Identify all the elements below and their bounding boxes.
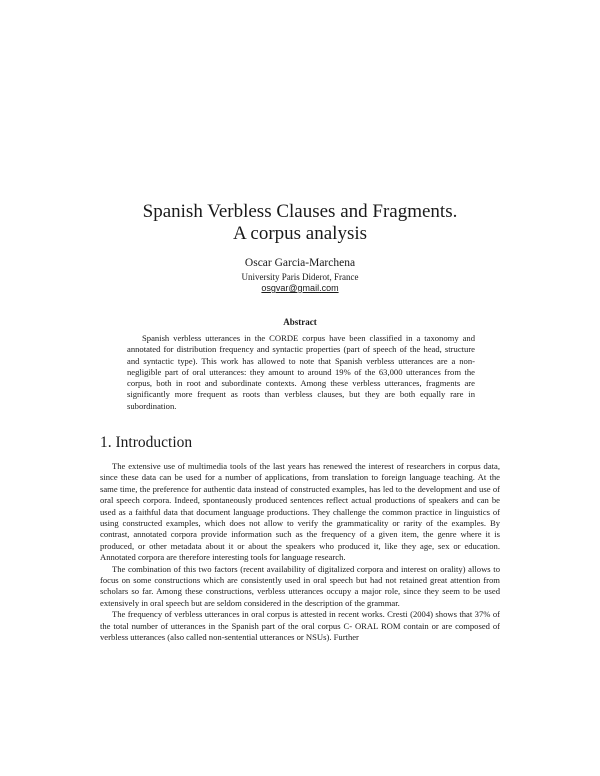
abstract-text: Spanish verbless utterances in the CORDE corpus have been classified in a taxonomy and annotated for distribution frequency and syntactic properties (part of speech of the head, structure and syntactic type). This work has allowed to note that Spanish verbless utterances are a non-negligible part of oral utterances: they amount to around 19% of the 63,000 utterances from the corpus, both in root and subordinate contexts. Among these verbless utterances, fragments are significantly more frequent as roots than verbless clauses, but they are both equally rare in subordination. [127, 333, 475, 411]
body-paragraph: The extensive use of multimedia tools of the last years has renewed the interest of researchers in corpus data, since these data can be used for a number of applications, from translation to foreign language teaching. At the same time, the preference for authentic data instead of constructed examples, has led to the development and use of oral speech corpora. Indeed, spontaneously produced sentences reflect actual productions of speakers and can be used as a faithful data that document language productions. They challenge the common practice in linguistics of using constructed examples, which does not allow to verify the grammaticality or rarity of the examples. By contrast, annotated corpora provide information such as the frequency of a given item, the genre where it is produced, or other metadata about it or about the speakers who produced it, like they age, sex or education. Annotated corpora are therefore interesting tools for language research. [100, 461, 500, 563]
body-paragraph: The frequency of verbless utterances in oral corpus is attested in recent works. Cresti (2004) shows that 37% of the total number of utterances in the Spanish part of the oral corpus C- ORAL ROM contain or are composed of verbless utterances (also called non-sentential utterances or NSUs). Further [100, 609, 500, 643]
abstract-heading: Abstract [283, 317, 317, 327]
section-body [100, 461, 500, 644]
section-heading: 1. Introduction [100, 434, 193, 451]
author-name: Oscar Garcia-Marchena [244, 257, 356, 269]
body-paragraph: The combination of this two factors (recent availability of digitalized corpora and interest on orality) allows to focus on some constructions which are consistently used in oral speech but had not retained great attention from scholars so far. Among these constructions, verbless utterances occupy a major role, since they seem to be used extensively in oral speech but are seldom considered in the description of the grammar. [100, 563, 500, 608]
author-email-link[interactable]: osgvar@gmail.com [261, 283, 339, 293]
paper-title-line-1: Spanish Verbless Clauses and Fragments. [142, 201, 458, 222]
paper-title-line-2: A corpus analysis [232, 223, 368, 244]
author-affiliation: University Paris Diderot, France [241, 272, 359, 282]
